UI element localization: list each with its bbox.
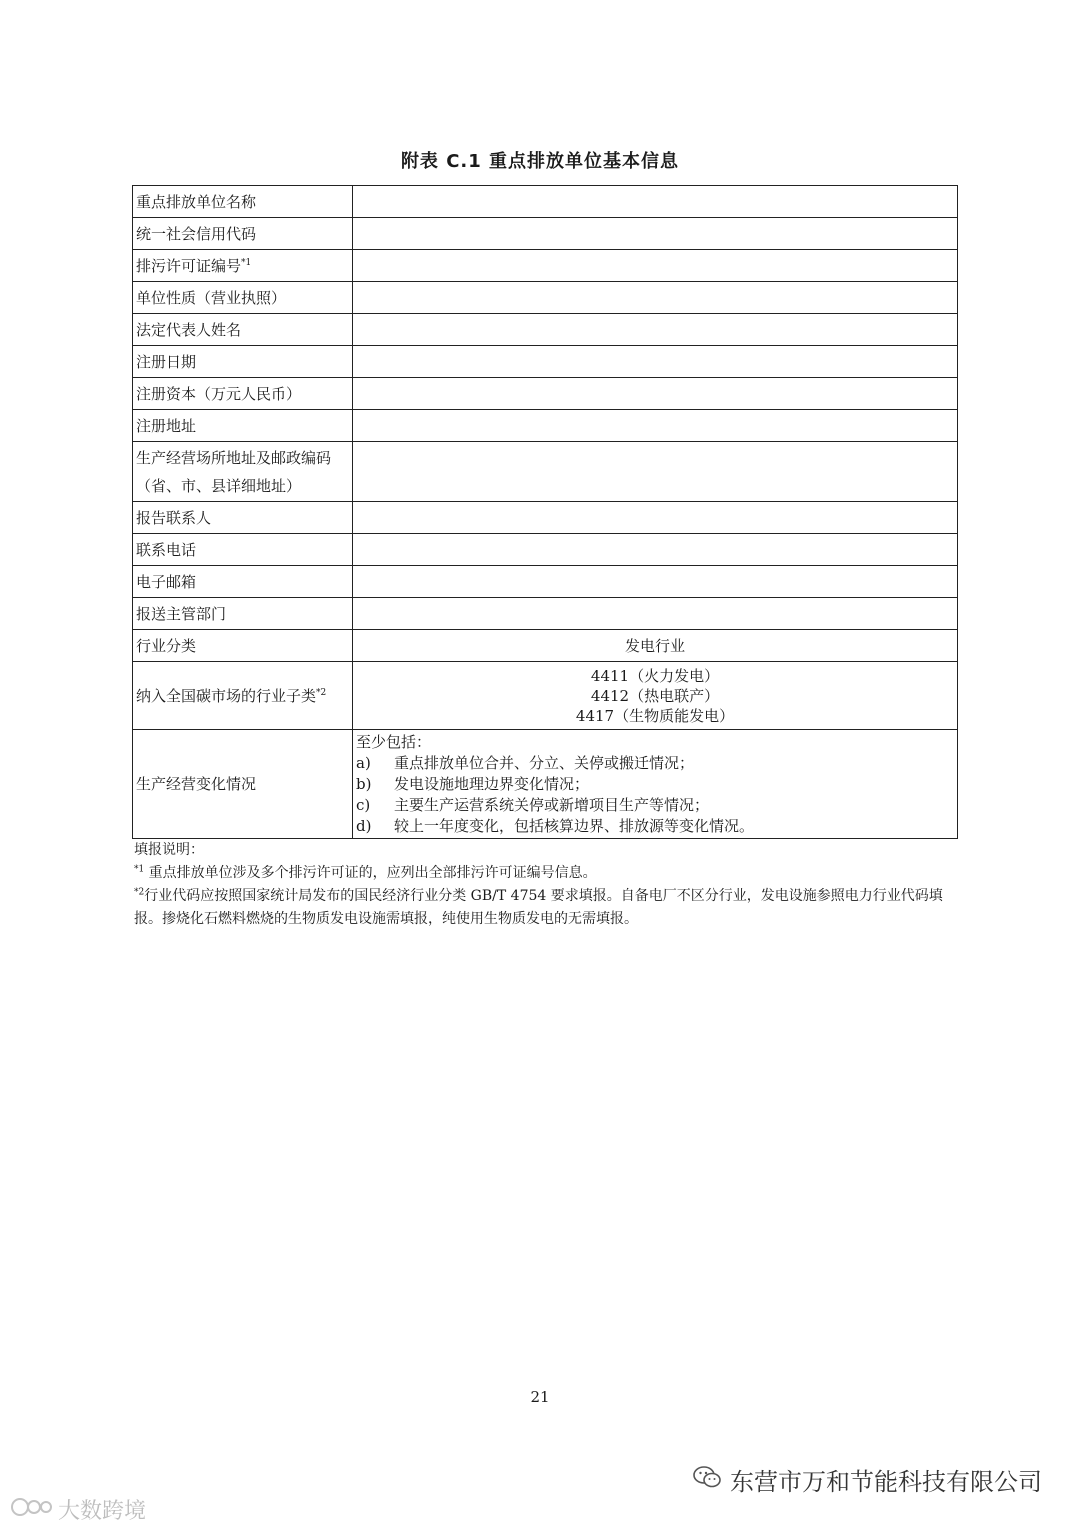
list-item — [356, 816, 954, 837]
row-value — [353, 534, 958, 566]
footnote-marker: *1 — [134, 864, 145, 875]
table-row — [133, 186, 958, 218]
note-text: 行业代码应按照国家统计局发布的国民经济行业分类 GB/T 4754 要求填报。自备电厂不区分行业，发电设施参照电力行业代码填报。掺烧化石燃料燃烧的生物质发电设施需填报，纯使用生物质发电的无需填报。 — [134, 888, 943, 927]
table-row — [133, 566, 958, 598]
table-row — [133, 282, 958, 314]
row-value — [353, 250, 958, 282]
list-item — [356, 774, 954, 795]
row-label: 联系电话 — [133, 534, 353, 566]
row-value — [353, 186, 958, 218]
list-intro: 至少包括： — [356, 732, 432, 751]
note-text: 重点排放单位涉及多个排污许可证的，应列出全部排污许可证编号信息。 — [144, 865, 597, 881]
item-marker: d) — [356, 816, 372, 835]
row-label: 生产经营变化情况 — [133, 730, 353, 839]
table-row — [133, 410, 958, 442]
row-label — [133, 442, 353, 502]
row-value — [353, 314, 958, 346]
row-value — [353, 218, 958, 250]
row-label: 报告联系人 — [133, 502, 353, 534]
change-list — [356, 732, 954, 837]
list-item — [356, 795, 954, 816]
table-row — [133, 442, 958, 502]
row-label: 注册资本（万元人民币） — [133, 378, 353, 410]
row-label: 电子邮箱 — [133, 566, 353, 598]
label-line: （省、市、县详细地址） — [136, 476, 302, 495]
table-row — [133, 250, 958, 282]
label-text: 纳入全国碳市场的行业子类 — [136, 686, 317, 705]
table-row — [133, 730, 958, 839]
item-text: 发电设施地理边界变化情况； — [394, 774, 590, 793]
brand-logo-icon — [10, 1495, 54, 1525]
row-value — [353, 346, 958, 378]
subcategory-item: 4412（热电联产） — [590, 686, 720, 705]
row-label: 行业分类 — [133, 630, 353, 662]
row-label — [133, 662, 353, 730]
footnote-marker: *1 — [241, 257, 252, 268]
table-row — [133, 662, 958, 730]
row-value — [353, 730, 958, 839]
list-item — [356, 753, 954, 774]
row-label: 法定代表人姓名 — [133, 314, 353, 346]
item-marker: c) — [356, 795, 371, 814]
label-text: 排污许可证编号 — [136, 256, 242, 275]
footnote-marker: *2 — [316, 687, 327, 698]
label-line: 生产经营场所地址及邮政编码 — [136, 448, 332, 467]
table-row — [133, 598, 958, 630]
table-row — [133, 218, 958, 250]
footnote-marker: *2 — [134, 887, 145, 898]
table-row — [133, 314, 958, 346]
row-value — [353, 378, 958, 410]
table-title: 附表 C.1 重点排放单位基本信息 — [400, 151, 680, 172]
watermark-company — [692, 1462, 1042, 1497]
row-label: 报送主管部门 — [133, 598, 353, 630]
table-row — [133, 502, 958, 534]
item-text: 主要生产运营系统关停或新增项目生产等情况； — [394, 795, 710, 814]
row-label: 统一社会信用代码 — [133, 218, 353, 250]
item-text: 较上一年度变化，包括核算边界、排放源等变化情况。 — [394, 816, 755, 835]
row-label: 注册日期 — [133, 346, 353, 378]
item-text: 重点排放单位合并、分立、关停或搬迁情况； — [394, 753, 695, 772]
row-value — [353, 566, 958, 598]
row-value: 发电行业 — [353, 630, 958, 662]
table-row — [133, 378, 958, 410]
wechat-icon — [692, 1464, 722, 1496]
row-label: 重点排放单位名称 — [133, 186, 353, 218]
subcategory-item: 4411（火力发电） — [590, 666, 720, 685]
notes-heading: 填报说明： — [134, 842, 204, 858]
row-value — [353, 502, 958, 534]
row-value — [353, 282, 958, 314]
table-row — [133, 630, 958, 662]
table-row — [133, 534, 958, 566]
row-label: 单位性质（营业执照） — [133, 282, 353, 314]
info-table — [132, 185, 958, 839]
page-number: 21 — [530, 1388, 550, 1406]
item-marker: b) — [356, 774, 372, 793]
item-marker: a) — [356, 753, 371, 772]
table-row — [133, 346, 958, 378]
watermark-text: 东营市万和节能科技有限公司 — [730, 1468, 1042, 1496]
row-value — [353, 662, 958, 730]
row-label: 注册地址 — [133, 410, 353, 442]
filling-notes — [134, 839, 964, 931]
watermark-brand — [10, 1494, 146, 1525]
row-label — [133, 250, 353, 282]
note-1 — [134, 862, 964, 885]
note-2 — [134, 885, 964, 931]
row-value — [353, 410, 958, 442]
subcategory-item: 4417（生物质能发电） — [575, 706, 735, 725]
watermark-text: 大数跨境 — [58, 1499, 147, 1524]
row-value — [353, 442, 958, 502]
row-value — [353, 598, 958, 630]
